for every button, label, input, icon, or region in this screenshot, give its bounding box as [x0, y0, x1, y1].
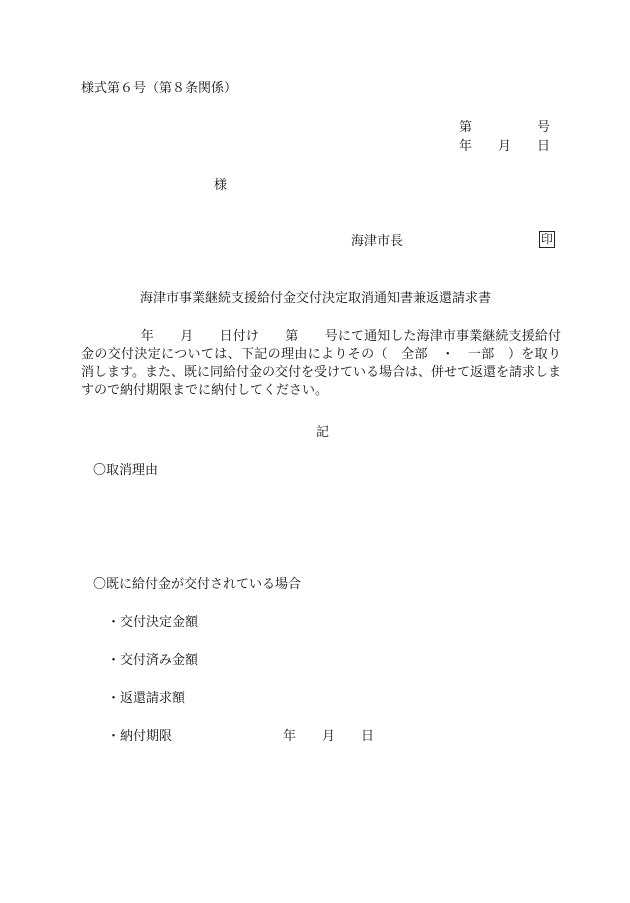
deadline-date: 年 月 日: [283, 729, 375, 744]
form-label: 様式第６号（第８条関係）: [81, 81, 238, 96]
item-paid-amount: ・交付済み金額: [107, 653, 199, 668]
ki-heading: 記: [316, 425, 330, 440]
item-decided-amount: ・交付決定金額: [107, 615, 199, 630]
reference-number: 第 号: [459, 120, 551, 135]
issuer-name: 海津市長: [351, 234, 404, 249]
reason-heading: 〇取消理由: [93, 463, 159, 478]
paid-heading: 〇既に給付金が交付されている場合: [93, 577, 302, 592]
seal-box: 印: [540, 232, 553, 246]
document-title: 海津市事業継続支援給付金交付決定取消通知書兼返還請求書: [140, 291, 492, 306]
item-payment-deadline: ・納付期限: [107, 729, 173, 744]
item-refund-amount: ・返還請求額: [107, 691, 186, 706]
issue-date: 年 月 日: [459, 139, 551, 154]
addressee-suffix: 様: [214, 178, 228, 193]
body-paragraph: 年 月 日付け 第 号にて通知した海津市事業継続支援給付金の交付決定については、下記の理由によりその（ 全部 ・ 一部 ）を取り消します。また、既に同給付金の交付を受けている場合は、併せて返還を請求しますので納付期限までに納付してください。: [81, 329, 561, 398]
